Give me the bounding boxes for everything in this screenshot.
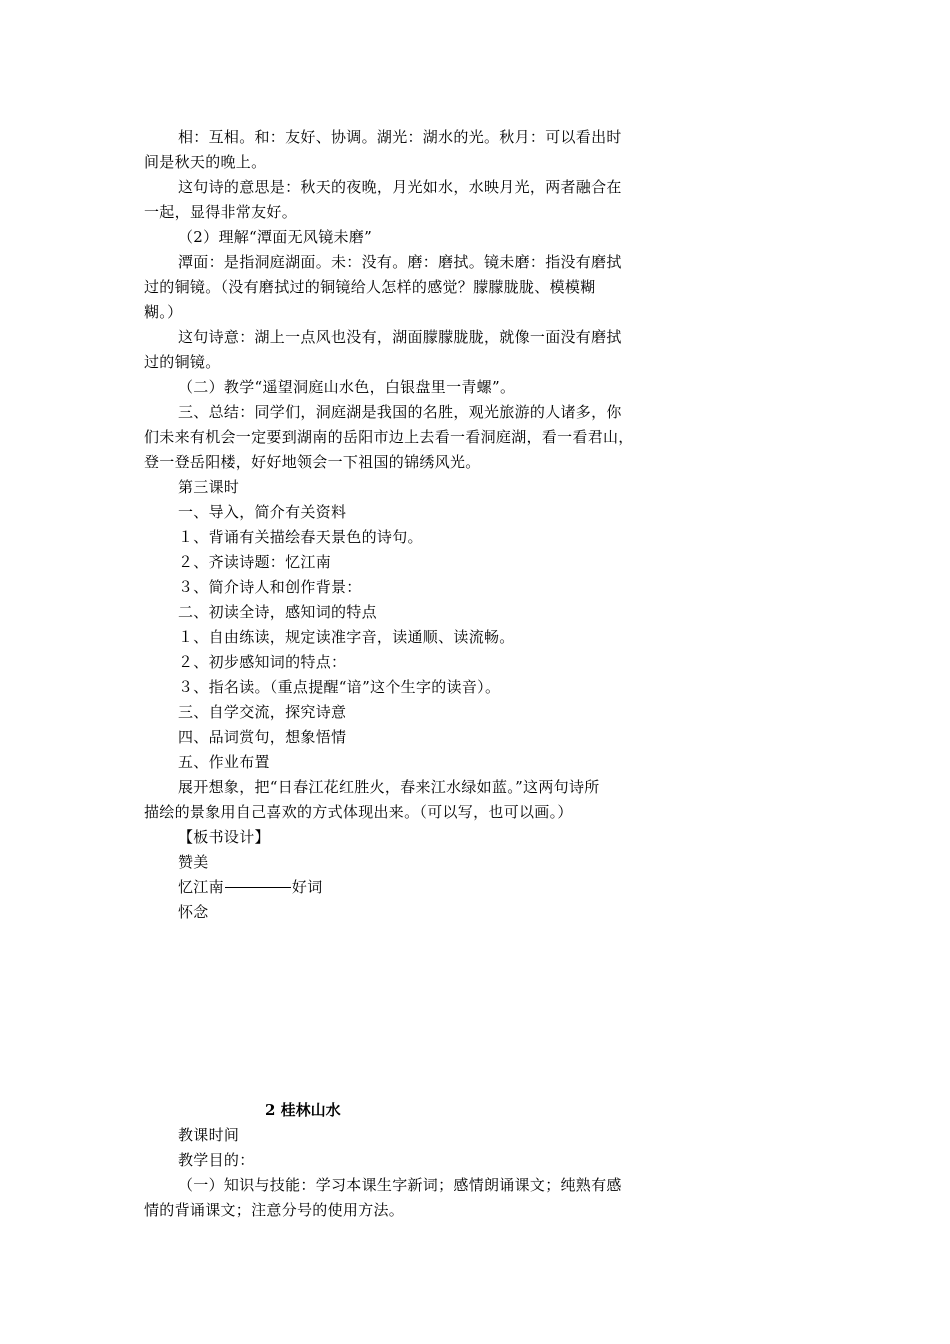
list-item: １、背诵有关描绘春天景色的诗句。 xyxy=(178,528,423,546)
paragraph-line: （2）理解“潭面无风镜未磨” xyxy=(178,228,373,246)
list-item: ２、齐读诗题：忆江南 xyxy=(178,553,332,571)
paragraph-line: 们未来有机会一定要到湖南的岳阳市边上去看一看洞庭湖，看一看君山， xyxy=(144,428,634,446)
paragraph-line: 潭面：是指洞庭湖面。未：没有。磨：磨拭。镜未磨：指没有磨拭 xyxy=(178,253,622,271)
paragraph-line: 五、作业布置 xyxy=(178,753,270,771)
paragraph-line: 四、品词赏句，想象悟情 xyxy=(178,728,347,746)
paragraph-line: 情的背诵课文；注意分号的使用方法。 xyxy=(144,1201,405,1219)
paragraph-line: 教课时间 xyxy=(178,1126,240,1144)
paragraph-line: 三、总结：同学们，洞庭湖是我国的名胜，观光旅游的人诸多，你 xyxy=(178,403,622,421)
paragraph-line: 登一登岳阳楼，好好地领会一下祖国的锦绣风光。 xyxy=(144,453,481,471)
board-design-item: 怀念 xyxy=(178,903,209,921)
paragraph-line: 二、初读全诗，感知词的特点 xyxy=(178,603,377,621)
paragraph-line: 过的铜镜。（没有磨拭过的铜镜给人怎样的感觉？朦朦胧胧、模模糊 xyxy=(144,278,596,296)
list-item: ３、简介诗人和创作背景： xyxy=(178,578,362,596)
list-item: ２、初步感知词的特点： xyxy=(178,653,347,671)
paragraph-line: 教学目的： xyxy=(178,1151,255,1169)
paragraph-line: 展开想象，把“日春江花红胜火，春来江水绿如蓝。”这两句诗所 xyxy=(178,778,600,796)
paragraph-line: 三、自学交流，探究诗意 xyxy=(178,703,347,721)
paragraph-line: 这句诗的意思是：秋天的夜晚，月光如水，水映月光，两者融合在 xyxy=(178,178,622,196)
list-item: １、自由练读，规定读准字音，读通顺、读流畅。 xyxy=(178,628,515,646)
paragraph-line: 相：互相。和：友好、协调。湖光：湖水的光。秋月：可以看出时 xyxy=(178,128,622,146)
paragraph-line: 一、导入，简介有关资料 xyxy=(178,503,347,521)
board-design-item: 好词 xyxy=(291,878,323,896)
board-design-row xyxy=(178,877,323,897)
paragraph-line: （一）知识与技能：学习本课生字新词；感情朗诵课文；纯熟有感 xyxy=(178,1176,622,1194)
board-design-item: 赞美 xyxy=(178,853,209,871)
section-heading: 第三课时 xyxy=(178,478,240,496)
paragraph-line: 过的铜镜。 xyxy=(144,353,221,371)
paragraph-line: （二）教学“遥望洞庭山水色，白银盘里一青螺”。 xyxy=(178,378,516,396)
section-heading: 【板书设计】 xyxy=(178,828,270,846)
paragraph-line: 间是秋天的晚上。 xyxy=(144,153,267,171)
paragraph-line: 糊。） xyxy=(144,303,183,321)
board-design-item: 忆江南 xyxy=(178,878,224,896)
paragraph-line: 这句诗意：湖上一点风也没有，湖面朦朦胧胧，就像一面没有磨拭 xyxy=(178,328,622,346)
paragraph-line: 描绘的景象用自己喜欢的方式体现出来。（可以写，也可以画。） xyxy=(144,803,573,821)
connector-line xyxy=(225,887,291,888)
list-item: ３、指名读。（重点提醒“谙”这个生字的读音）。 xyxy=(178,678,501,696)
lesson-title: 2 桂林山水 xyxy=(265,1101,341,1119)
paragraph-line: 一起，显得非常友好。 xyxy=(144,203,298,221)
